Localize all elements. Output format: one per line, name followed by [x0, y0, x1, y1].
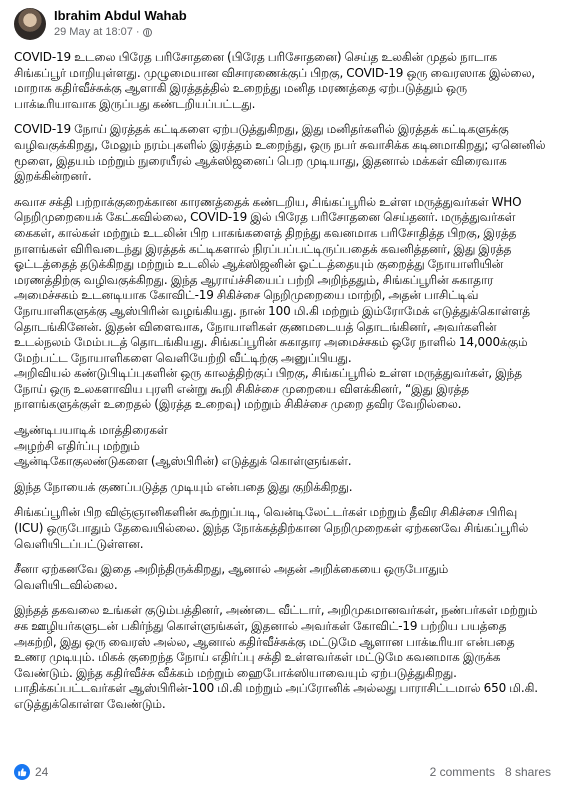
post-meta [54, 9, 187, 39]
post-paragraph-7: சீனா ஏற்கனவே இதை அறிந்திருக்கிறது, ஆனால் அதன் அறிக்கையை ஒருபோதும் வெளியிடவில்லை. [14, 562, 449, 592]
globe-icon [143, 28, 152, 37]
post-paragraph-2: COVID-19 நோய் இரத்தக் கட்டிகளை ஏற்படுத்துகிறது, இது மனிதர்களில் இரத்தக் கட்டிகளுக்கு வழிவகுக்கிறது, மேலும் நரம்புகளில் இரத்தம் உறைந்து, ஒரு நபர் சுவாசிக்க கடினமாகிறது; ஏனெனில் மூளை, இதயம் மற்றும் நுரையீரல் ஆக்ஸிஜனைப் பெற முடியாது, இதனால் மக்கள் விரைவாக இறக்கின்றனர். [14, 122, 546, 184]
reaction-count: 24 [35, 765, 49, 779]
post-paragraph-3: சுவாச சக்தி பற்றாக்குறைக்கான காரணத்தைக் கண்டறிய, சிங்கப்பூரில் உள்ள மருத்துவர்கள் WHO நெறிமுறையைக் கேட்கவில்லை, COVID-19 இல் பிரேத பரிசோதனை செய்தனர். மருத்துவர்கள் கைகள், கால்கள் மற்றும் உடலின் பிற பாகங்களைத் திறந்து கவனமாக பரிசோதித்த பிறகு, இரத்த நாளங்கள் விரிவடைந்து இரத்தக் கட்டிகளால் நிரப்பப்பட்டிருப்பதைக் கவனித்தனர், இது இரத்த ஓட்டத்தைத் தடுக்கிறது மற்றும் உடலில் ஆக்ஸிஜனின் ஓட்டத்தையும் குறைத்து நோயாளியின் மரணத்திற்கு வழிவகுக்கிறது. இந்த ஆராய்ச்சியைப் பற்றி அறிந்ததும், சிங்கப்பூரின் சுகாதார அமைச்சகம் உடனடியாக கோவிட்-19 சிகிச்சை நெறிமுறையை மாற்றி, அதன் பாசிட்டிவ் நோயாளிகளுக்கு ஆஸ்பிரின் வழங்கியது. நான் 100 மி.கி மற்றும் இம்ரோமேக் எடுத்துக்கொள்ளத் தொடங்கினேன். இதன் விளைவாக, நோயாளிகள் குணமடையத் தொடங்கினர், அவர்களின் உடல்நலம் மேம்படத் தொடங்கியது. சிங்கப்பூரின் சுகாதார அமைச்சகம் ஒரே நாளில் 14,000க்கும் மேற்பட்ட நோயாளிகளை வெளியேற்றி வீட்டிற்கு அனுப்பியது. அறிவியல் கண்டுபிடிப்புகளின் ஒரு காலத்திற்குப் பிறகு, சிங்கப்பூரில் உள்ள மருத்துவர்கள், இந்த நோய் ஒரு உலகளாவிய புரளி என்று கூறி சிகிச்சை முறையை விளக்கினர், “இது இரத்த நாளங்களுக்குள் உறைதல் (இரத்த உறைவு) மற்றும் சிகிச்சை முறை தவிர வேறில்லை. [14, 194, 530, 412]
comments-count-link[interactable]: 2 comments [429, 765, 495, 779]
post-paragraph-1: COVID-19 உடலை பிரேத பரிசோதனை (பிரேத பரிசோதனை) செய்த உலகின் முதல் நாடாக சிங்கப்பூர் மாறியுள்ளது. முழுமையான விசாரணைக்குப் பிறகு, COVID-19 ஒரு வைரஸாக இல்லை, மாறாக கதிர்வீச்சுக்கு ஆளாகி இரத்தத்தில் உறைந்து மனித மரணத்தை ஏற்படுத்தும் ஒரு பாக்டீரியாவாக இருப்பது கண்டறியப்பட்டது. [14, 50, 536, 111]
shares-count-link[interactable]: 8 shares [504, 765, 551, 779]
post-paragraph-8: இந்தத் தகவலை உங்கள் குடும்பத்தினர், அண்டை வீட்டார், அறிமுகமானவர்கள், நண்பர்கள் மற்றும் சக ஊழியர்களுடன் பகிர்ந்து கொள்ளுங்கள், இதனால் அவர்கள் கோவிட்-19 பற்றிய பயத்தை அகற்றி, இது ஒரு வைரஸ் அல்ல, ஆனால் கதிர்வீச்சுக்கு மட்டுமே ஆளான பாக்டீரியா என்பதை உணர முடியும். மிகக் குறைந்த நோய் எதிர்ப்பு சக்தி உள்ளவர்கள் மட்டுமே கவனமாக இருக்க வேண்டும். இந்த கதிர்வீச்சு வீக்கம் மற்றும் ஹைபோக்ஸியாவையும் ஏற்படுத்துகிறது. பாதிக்கப்பட்டவர்கள் ஆஸ்பிரின்-100 மி.கி மற்றும் அப்ரோனிக் அல்லது பாராசிட்டமால் 650 மி.கி. எடுத்துக்கொள்ள வேண்டும். [14, 603, 538, 711]
meta-separator: · [135, 26, 140, 39]
engagement-counts [430, 765, 551, 779]
reactions-summary[interactable] [14, 764, 48, 780]
post-paragraph-5: இந்த நோயைக் குணப்படுத்த முடியும் என்பதை இது குறிக்கிறது. [14, 479, 353, 494]
like-icon [14, 764, 30, 780]
post-body [14, 50, 549, 713]
author-name[interactable]: Ibrahim Abdul Wahab [54, 8, 187, 24]
post-footer [14, 760, 551, 784]
post-subline [54, 26, 187, 39]
post-header [14, 8, 551, 40]
avatar[interactable] [14, 8, 46, 40]
post-paragraph-4: ஆண்டிபயாடிக் மாத்திரைகள் அழற்சி எதிர்ப்பு மற்றும் ஆன்டிகோகுலண்டுகளை (ஆஸ்பிரின்) எடுத்துக் கொள்ளுங்கள். [14, 423, 352, 469]
post-paragraph-6: சிங்கப்பூரின் பிற விஞ்ஞானிகளின் கூற்றுப்படி, வென்டிலேட்டர்கள் மற்றும் தீவிர சிகிச்சை பிரிவு (ICU) ஒருபோதும் தேவையில்லை. இந்த நோக்கத்திற்கான நெறிமுறைகள் ஏற்கனவே சிங்கப்பூரில் வெளியிடப்பட்டுள்ளன. [14, 505, 529, 551]
post-timestamp[interactable]: 29 May at 18:07 [54, 26, 133, 39]
